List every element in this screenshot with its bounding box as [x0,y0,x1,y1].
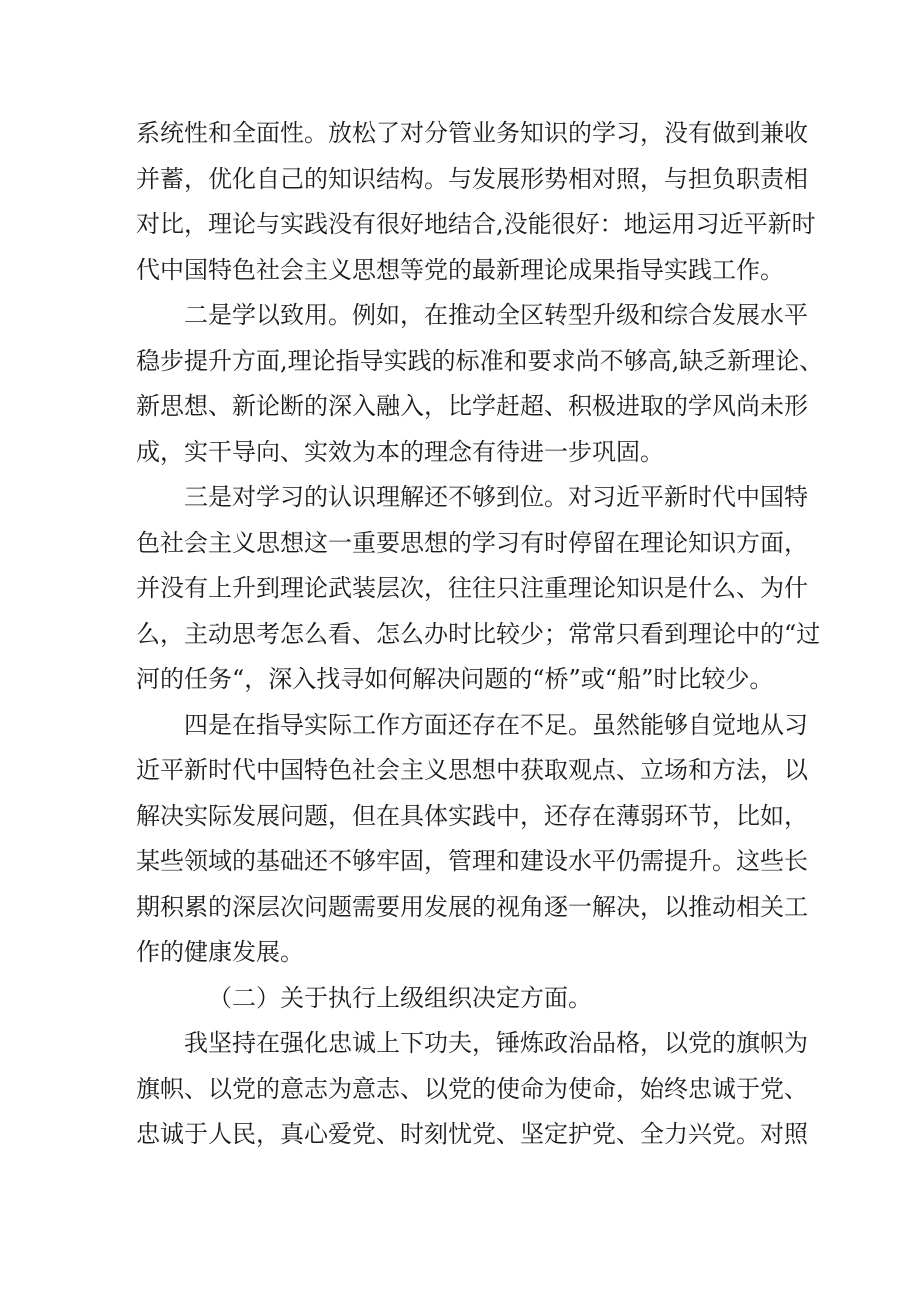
text-line: 系统性和全面性。放松了对分管业务知识的学习，没有做到兼收 [136,119,808,147]
section-heading [136,976,796,1022]
text-line: 旗帜、以党的意志为意志、以党的使命为使命，始终忠诚于党、 [136,1074,808,1103]
text-line: 二是学以致用。例如，在推动全区转型升级和综合发展水平 [184,301,808,329]
text-line: 作的健康发展。 [136,938,304,966]
text-line: 我坚持在强化忠诚上下功夫，锤炼政治品格，以党的旗帜为 [184,1029,808,1057]
text-line: 某些领域的基础还不够牢固，管理和建设水平仍需提升。这些长 [136,847,808,875]
paragraph-loyalty [136,1021,808,1158]
paragraph-point-four [136,703,808,976]
document-body [136,111,824,1158]
paragraph-knowledge-structure [136,111,816,293]
text-line: 代中国特色社会主义思想等党的最新理论成果指导实践工作。 [136,255,784,284]
text-line: 新思想、新论断的深入融入，比学赶超、积极进取的学风尚未形 [136,392,808,420]
text-line: 成，实干导向、实效为本的理念有待进一步巩固。 [136,437,664,466]
paragraph-point-three [136,475,821,703]
text-line: 期积累的深层次问题需要用发展的视角逐一解决，以推动相关工 [136,892,808,921]
text-line: 么，主动思考怎么看、怎么办时比较少；常常只看到理论中的“过 [136,619,821,648]
text-line: 解决实际发展问题，但在具体实践中，还存在薄弱环节，比如， [136,801,808,830]
text-line: 并蓄，优化自己的知识结构。与发展形势相对照，与担负职责相 [136,164,808,193]
text-line: 近平新时代中国特色社会主义思想中获取观点、立场和方法，以 [136,756,808,784]
text-line: 对比，理论与实践没有很好地结合,没能很好：地运用习近平新时 [136,210,816,238]
text-line: 三是对学习的认识理解还不够到位。对习近平新时代中国特 [184,483,808,511]
paragraph-point-two [136,293,824,475]
text-line: 色社会主义思想这一重要思想的学习有时停留在理论知识方面， [136,528,808,557]
text-line: 四是在指导实际工作方面还存在不足。虽然能够自觉地从习 [184,710,808,739]
text-line: 并没有上升到理论武装层次，往往只注重理论知识是什么、为什 [136,574,808,602]
text-line: 忠诚于人民，真心爱党、时刻忧党、坚定护党、全力兴党。对照 [136,1120,808,1148]
text-line: 稳步提升方面,理论指导实践的标准和要求尚不够高,缺乏新理论、 [136,346,824,375]
heading-line: （二）关于执行上级组织决定方面。 [208,983,592,1012]
text-line: 河的任务“，深入找寻如何解决问题的“桥”或“船”时比较少。 [136,665,774,693]
